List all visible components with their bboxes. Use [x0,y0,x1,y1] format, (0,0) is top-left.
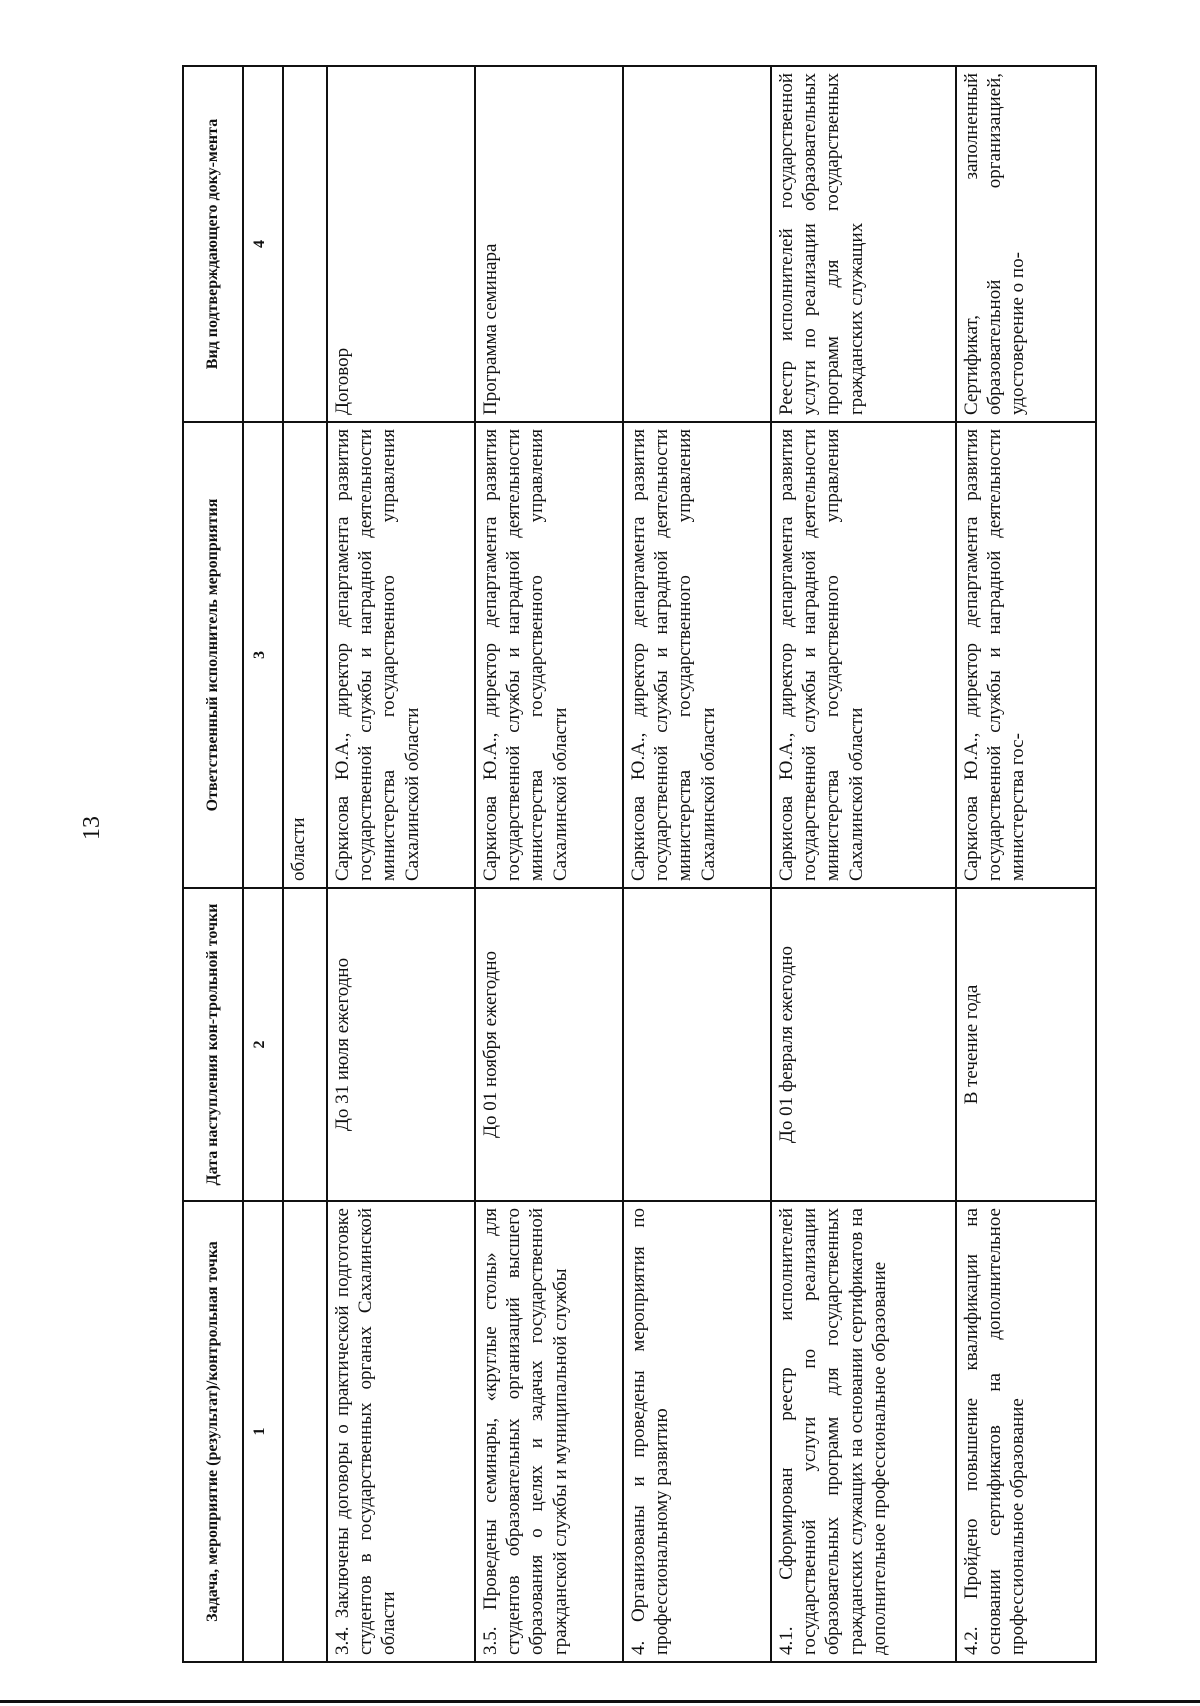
table-row [283,66,327,1662]
table-row [327,66,475,1662]
rotated-table-wrapper [182,67,1095,1663]
task-cell: 4. Организованы и проведены мероприятия по профессиональному развитию [623,1201,771,1662]
plan-table [182,65,1097,1663]
header-document: Вид подтверждающего доку-мента [183,66,243,422]
task-cell: 4.1. Сформирован реестр исполнителей государственной услуги по реализации образовательных программ для государственных гражданских служащих на основании сертификатов на дополнительное профессиональное образование [771,1201,956,1662]
page-number: 13 [79,816,105,840]
header-responsible: Ответственный исполнитель мероприятия [183,422,243,888]
document-cell [623,66,771,422]
column-number: 3 [243,422,283,888]
column-number: 1 [243,1201,283,1662]
header-row [183,66,243,1662]
table-row [475,66,623,1662]
header-date: Дата наступления кон-трольной точки [183,888,243,1201]
task-cell [283,1201,327,1662]
table-row [956,66,1096,1662]
responsible-cell: Саркисова Ю.А., директор департамента развития государственной службы и наградной деятельности министерства гос- [956,422,1096,888]
header-task: Задача, мероприятие (результат)/контрольная точка [183,1201,243,1662]
date-cell: До 01 ноября ежегодно [475,888,623,1201]
responsible-cell: Саркисова Ю.А., директор департамента развития государственной службы и наградной деятельности министерства государственного управления Сахалинской области [475,422,623,888]
date-cell [623,888,771,1201]
responsible-cell: Саркисова Ю.А., директор департамента развития государственной службы и наградной деятельности министерства государственного управления Сахалинской области [327,422,475,888]
column-number: 4 [243,66,283,422]
date-cell: До 31 июля ежегодно [327,888,475,1201]
task-cell: 3.5. Проведены семинары, «круглые столы» для студентов образовательных организаций высшего образования о целях и задачах государственной гражданской службы и муниципальной службы [475,1201,623,1662]
bottom-edge-line [0,1700,1200,1703]
document-cell: Сертификат, заполненный образовательной организацией, удостоверение о по- [956,66,1096,422]
table-row [771,66,956,1662]
task-cell: 3.4. Заключены договоры о практической подготовке студентов в государственных органах Сахалинской области [327,1201,475,1662]
document-cell [283,66,327,422]
column-number: 2 [243,888,283,1201]
date-cell: В течение года [956,888,1096,1201]
column-number-row [243,66,283,1662]
task-cell: 4.2. Пройдено повышение квалификации на основании сертификатов на дополнительное профессиональное образование [956,1201,1096,1662]
table-row [623,66,771,1662]
responsible-cell: Саркисова Ю.А., директор департамента развития государственной службы и наградной деятельности министерства государственного управления Сахалинской области [623,422,771,888]
document-cell: Реестр исполнителей государственной услуги по реализации образовательных программ для государственных гражданских служащих [771,66,956,422]
date-cell: До 01 февраля ежегодно [771,888,956,1201]
responsible-cell: Саркисова Ю.А., директор департамента развития государственной службы и наградной деятельности министерства государственного управления Сахалинской области [771,422,956,888]
document-cell: Программа семинара [475,66,623,422]
date-cell [283,888,327,1201]
document-cell: Договор [327,66,475,422]
responsible-cell: области [283,422,327,888]
